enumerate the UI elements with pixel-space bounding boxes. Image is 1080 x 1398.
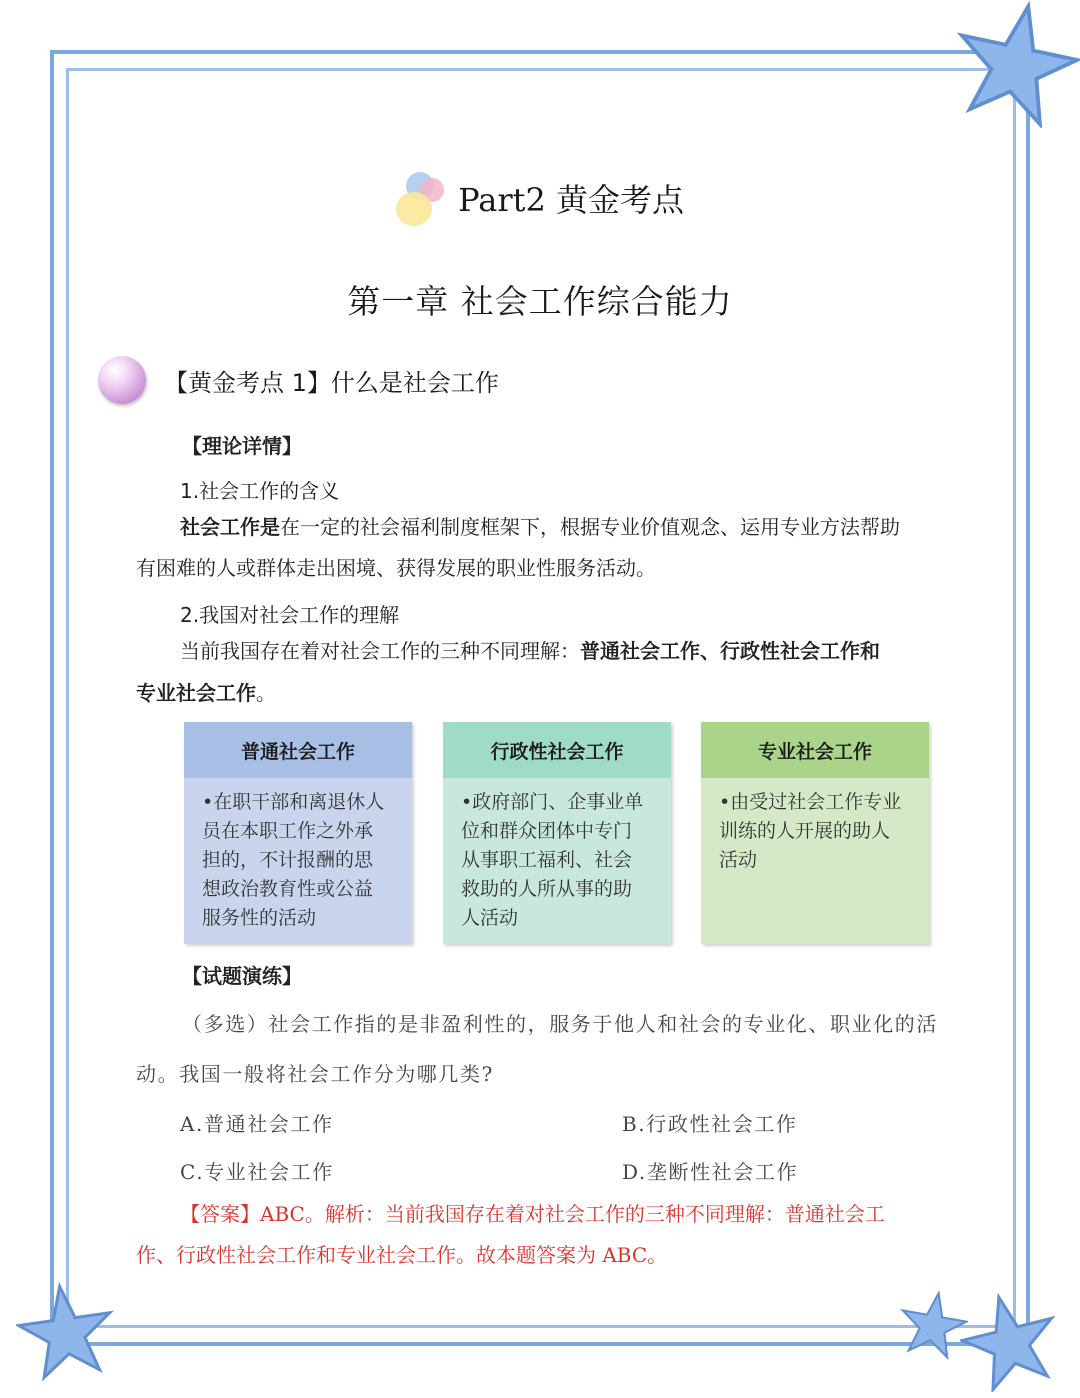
box-body	[443, 778, 671, 944]
option-d: D.垄断性社会工作	[622, 1160, 799, 1184]
box-line: 想政治教育性或公益	[202, 878, 374, 900]
box-line: 担的，不计报酬的思	[202, 849, 374, 871]
box-line: 人活动	[461, 907, 519, 929]
box-general	[184, 722, 412, 944]
option-a: A.普通社会工作	[180, 1112, 334, 1136]
chapter-title: 第一章 社会工作综合能力	[347, 282, 733, 321]
box-body	[184, 778, 412, 944]
point-heading	[98, 356, 499, 404]
star-icon	[898, 1290, 968, 1360]
star-icon	[952, 0, 1080, 128]
answer-line-2: 作、行政性社会工作和专业社会工作。故本题答案为 ABC。	[136, 1243, 668, 1267]
box-line: 救助的人所从事的助	[461, 878, 633, 900]
section-1-line-1	[180, 517, 900, 537]
section-2-line-1	[180, 641, 880, 661]
understanding-types: 普通社会工作、行政性社会工作和	[580, 639, 880, 663]
section-1-line-2: 有困难的人或群体走出困境、获得发展的职业性服务活动。	[136, 556, 656, 580]
option-b: B.行政性社会工作	[622, 1112, 798, 1136]
orb-icon	[98, 356, 146, 404]
box-line: 训练的人开展的助人	[719, 820, 891, 842]
star-icon	[16, 1282, 116, 1382]
box-line: •由受过社会工作专业	[719, 791, 902, 813]
box-body	[701, 778, 929, 944]
section-2-line-2	[136, 683, 276, 703]
box-title: 普通社会工作	[184, 722, 412, 778]
box-line: 从事职工福利、社会	[461, 849, 633, 871]
box-title: 专业社会工作	[701, 722, 929, 778]
option-c: C.专业社会工作	[180, 1160, 334, 1184]
understanding-intro: 当前我国存在着对社会工作的三种不同理解：	[180, 639, 580, 663]
box-title: 行政性社会工作	[443, 722, 671, 778]
box-administrative	[443, 722, 671, 944]
definition-text: 在一定的社会福利制度框架下，根据专业价值观念、运用专业方法帮助	[280, 515, 900, 539]
bubbles-icon	[396, 170, 444, 226]
period: 。	[256, 681, 276, 705]
box-line: •政府部门、企事业单	[461, 791, 644, 813]
star-icon	[960, 1292, 1060, 1392]
theory-heading: 【理论详情】	[182, 434, 302, 458]
question-line-2: 动。我国一般将社会工作分为哪几类?	[136, 1062, 494, 1086]
section-2-title: 2.我国对社会工作的理解	[180, 603, 400, 627]
box-line: •在职干部和离退休人	[202, 791, 385, 813]
term-social-work: 社会工作是	[180, 515, 280, 539]
part-title	[0, 170, 1080, 226]
part-label: Part2 黄金考点	[458, 181, 685, 219]
box-line: 活动	[719, 849, 758, 871]
box-professional	[701, 722, 929, 944]
comparison-boxes	[184, 722, 930, 944]
box-line: 服务性的活动	[202, 907, 317, 929]
point-title: 【黄金考点 1】什么是社会工作	[164, 368, 499, 397]
understanding-type-3: 专业社会工作	[136, 681, 256, 705]
section-1-title: 1.社会工作的含义	[180, 479, 340, 503]
box-line: 员在本职工作之外承	[202, 820, 374, 842]
question-line-1: （多选）社会工作指的是非盈利性的，服务于他人和社会的专业化、职业化的活	[182, 1012, 938, 1036]
answer-line-1: 【答案】ABC。解析：当前我国存在着对社会工作的三种不同理解：普通社会工	[180, 1202, 885, 1226]
practice-heading: 【试题演练】	[182, 964, 302, 988]
box-line: 位和群众团体中专门	[461, 820, 633, 842]
